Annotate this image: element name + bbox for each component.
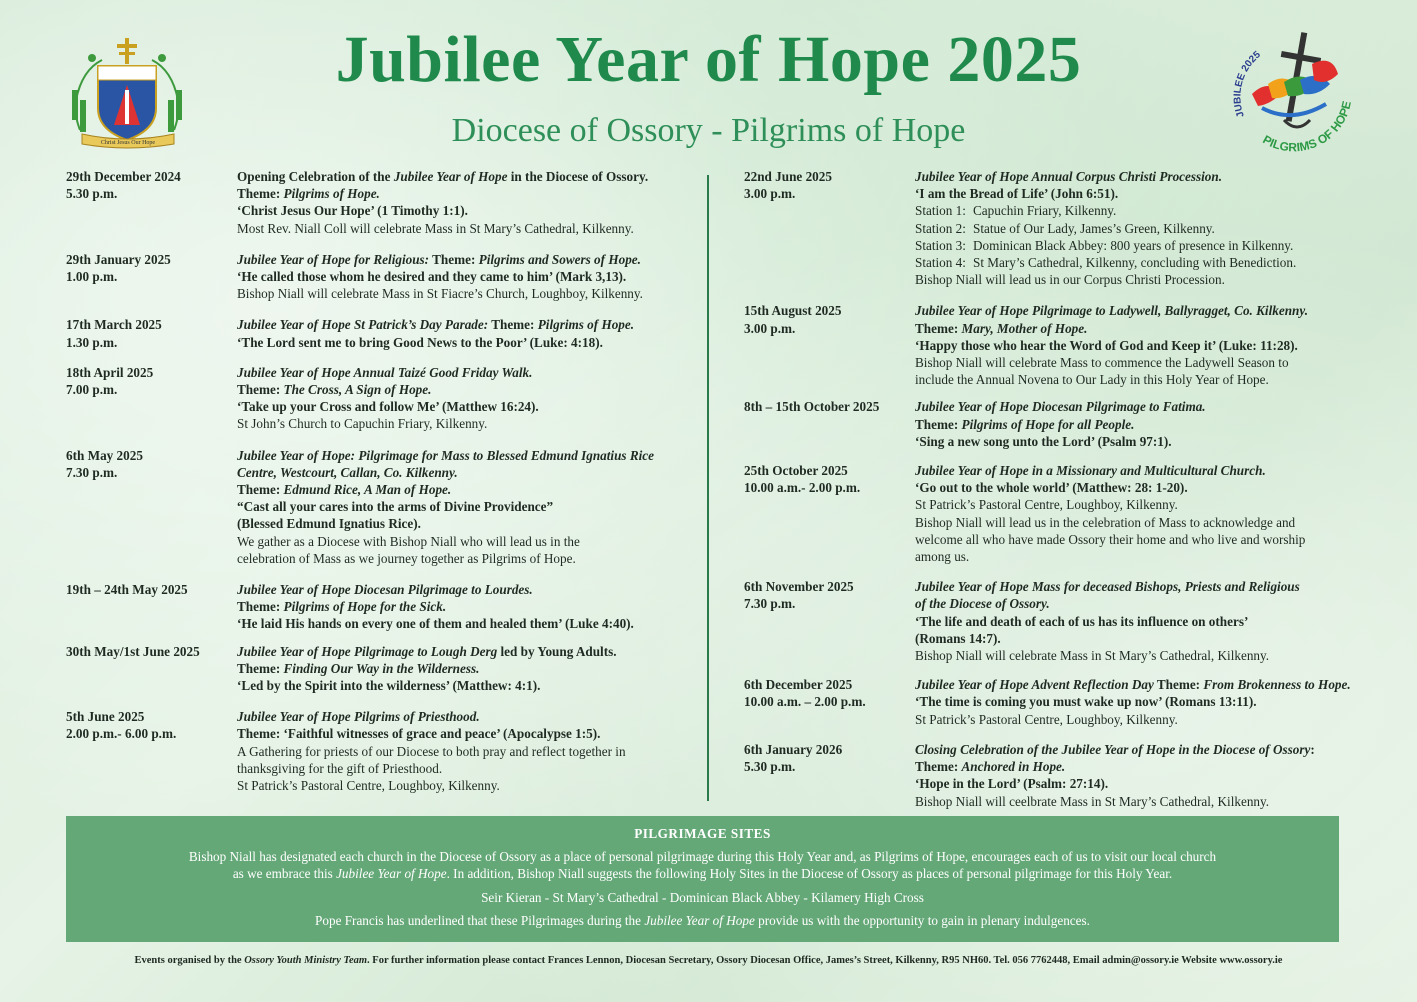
station-text: Dominican Black Abbey: 800 years of presence in Kilkenny.: [973, 237, 1294, 253]
event-title: Opening Celebration of the: [237, 169, 394, 184]
event-quote: ‘He called those whom he desired and they came to him’ (Mark 3,13).: [237, 269, 627, 285]
event-religious: [66, 251, 686, 303]
pilgrimage-sites-banner: [66, 816, 1339, 942]
event-note: A Gathering for priests of our Diocese to both pray and reflect together in: [237, 743, 626, 759]
banner-p2-start: as we embrace this: [232, 866, 337, 881]
event-note-line2: thanksgiving for the gift of Priesthood.: [237, 760, 443, 776]
event-quote: Theme: ‘Faithful witnesses of grace and peace’ (Apocalypse 1:5).: [237, 726, 601, 742]
event-time: 5.30 p.m.: [744, 759, 796, 775]
event-title-end: led by Young Adults.: [497, 643, 617, 659]
event-theme: The Cross, A Sign of Hope.: [283, 382, 432, 398]
event-quote: ‘The time is coming you must wake up now’ (Romans 13:11).: [915, 694, 1257, 710]
event-theme-label: Theme:: [915, 416, 962, 432]
event-title-italic: Jubilee Year of Hope: [393, 169, 508, 184]
event-date: 6th May 2025: [66, 447, 143, 463]
station-label: Station 2:: [915, 220, 966, 236]
event-note-line2: Bishop Niall will lead us in the celebration of Mass to acknowledge and: [915, 514, 1296, 530]
event-note-line2: celebration of Mass as we journey together as Pilgrims of Hope.: [237, 550, 576, 566]
station-label: Station 3:: [915, 237, 966, 253]
event-multicultural: [744, 462, 1384, 565]
banner-paragraph-2: [66, 865, 1339, 883]
event-time: 2.00 p.m.- 6.00 p.m.: [66, 726, 177, 742]
page-title: Jubilee Year of Hope 2025: [335, 23, 1082, 96]
event-note: St Patrick’s Pastoral Centre, Loughboy, Kilkenny.: [915, 497, 1178, 513]
event-note: St Patrick’s Pastoral Centre, Loughboy, Kilkenny.: [915, 711, 1178, 727]
event-date: 5th June 2025: [66, 709, 145, 725]
event-title: Jubilee Year of Hope in a Missionary and Multicultural Church.: [915, 463, 1266, 479]
event-note-line3: St Patrick’s Pastoral Centre, Loughboy, Kilkenny.: [237, 778, 500, 794]
event-time: 10.00 a.m.- 2.00 p.m.: [744, 480, 861, 496]
event-title: Jubilee Year of Hope St Patrick’s Day Parade:: [237, 317, 489, 333]
event-theme-label: Theme:: [915, 759, 962, 775]
event-note: Bishop Niall will celebrate Mass to commence the Ladywell Season to: [915, 355, 1289, 371]
event-corpus-christi: [744, 168, 1384, 288]
event-title: Jubilee Year of Hope for Religious:: [237, 251, 430, 267]
event-quote-line2: (Blessed Edmund Ignatius Rice).: [237, 516, 421, 532]
event-note: St John’s Church to Capuchin Friary, Kilkenny.: [237, 416, 488, 432]
footer-end: . For further information please contact Frances Lennon, Diocesan Secretary, Ossory Diocesan Office, James’s Street, Kilkenny, R95 NH60. Tel. 056 7762448, Email admin@ossory.ie Website www.ossory.ie: [367, 955, 1283, 966]
banner-heading: PILGRIMAGE SITES: [634, 826, 771, 841]
banner-paragraph-3: [66, 912, 1339, 930]
event-date: 29th January 2025: [66, 251, 171, 267]
procession-station: [915, 254, 1384, 271]
station-label: Station 4:: [915, 255, 966, 271]
event-lourdes: [66, 581, 686, 633]
procession-station: [915, 202, 1384, 219]
event-quote: ‘Go out to the whole world’ (Matthew: 28: 1-20).: [915, 480, 1188, 496]
event-theme: Finding Our Way in the Wilderness.: [283, 660, 480, 676]
event-note-line2: include the Annual Novena to Our Lady in this Holy Year of Hope.: [915, 372, 1269, 388]
event-note-line3: welcome all who have made Ossory their home and who live and worship: [915, 531, 1306, 547]
event-lough-derg: [66, 643, 686, 695]
event-quote: ‘Led by the Spirit into the wilderness’ (Matthew: 4:1).: [237, 678, 541, 694]
banner-paragraph-1: Bishop Niall has designated each church in the Diocese of Ossory as a place of personal pilgrimage during this Holy Year and, as Pilgrims of Hope, encourages each of us to visit our local church: [188, 848, 1217, 864]
station-text: Capuchin Friary, Kilkenny.: [973, 203, 1117, 219]
banner-holy-sites: Seir Kieran - St Mary’s Cathedral - Dominican Black Abbey - Kilamery High Cross: [481, 889, 924, 905]
station-text: Statue of Our Lady, James’s Green, Kilkenny.: [973, 220, 1215, 236]
logo-arc-bottom: PILGRIMS OF HOPE: [1260, 99, 1354, 155]
event-quote: ‘I am the Bread of Life’ (John 6:51).: [915, 186, 1119, 202]
banner-p2-end: . In addition, Bishop Niall suggests the following Holy Sites in the Diocese of Ossory as places of personal pilgrimage for this Holy Year.: [446, 866, 1173, 881]
event-time: 3.00 p.m.: [744, 320, 796, 336]
event-date: 29th December 2024: [66, 169, 181, 184]
event-deceased-clergy: [744, 578, 1384, 664]
event-quote: ‘The life and death of each of us has its influence on others’: [915, 613, 1249, 629]
event-note: Most Rev. Niall Coll will celebrate Mass in St Mary’s Cathedral, Kilkenny.: [237, 220, 634, 236]
event-date: 22nd June 2025: [744, 169, 832, 184]
event-theme-label: Theme:: [237, 599, 284, 615]
event-theme: Edmund Rice, A Man of Hope.: [283, 482, 452, 498]
procession-station: [915, 220, 1384, 237]
event-theme-label: Theme:: [1153, 677, 1204, 693]
event-theme-label: Theme:: [237, 660, 284, 676]
event-date: 8th – 15th October 2025: [744, 399, 880, 415]
event-time: 7.00 p.m.: [66, 382, 118, 398]
event-time: 7.30 p.m.: [744, 596, 796, 612]
event-date: 6th November 2025: [744, 579, 854, 595]
page-subtitle: Diocese of Ossory - Pilgrims of Hope: [451, 112, 966, 149]
event-title-end: :: [1310, 741, 1315, 757]
banner-p3-end: provide us with the opportunity to gain in plenary indulgences.: [754, 913, 1090, 928]
event-title: Jubilee Year of Hope Mass for deceased Bishops, Priests and Religious: [915, 579, 1300, 595]
event-time: 7.30 p.m.: [66, 464, 118, 480]
event-date: 15th August 2025: [744, 303, 842, 319]
banner-p3-start: Pope Francis has underlined that these Pilgrimages during the: [315, 913, 645, 928]
procession-station: [915, 237, 1384, 254]
event-note-line4: among us.: [915, 549, 970, 565]
event-opening-celebration: [66, 168, 686, 237]
event-title: Jubilee Year of Hope Diocesan Pilgrimage to Lourdes.: [237, 582, 533, 598]
event-theme: Pilgrims of Hope for all People.: [961, 416, 1135, 432]
event-title: Jubilee Year of Hope Pilgrims of Priesthood.: [237, 709, 480, 725]
event-note: Bishop Niall will ceelbrate Mass in St Mary’s Cathedral, Kilkenny.: [915, 793, 1270, 809]
event-quote: “Cast all your cares into the arms of Divine Providence”: [237, 499, 554, 515]
event-theme: Pilgrims of Hope.: [537, 317, 635, 333]
event-quote: ‘He laid His hands on every one of them and healed them’ (Luke 4:40).: [237, 616, 634, 632]
event-closing-celebration: [744, 741, 1384, 810]
event-note: We gather as a Diocese with Bishop Niall who will lead us in the: [237, 533, 580, 549]
event-theme: Anchored in Hope.: [961, 759, 1066, 775]
event-theme: Pilgrims of Hope for the Sick.: [283, 599, 447, 615]
station-label: Station 1:: [915, 203, 966, 219]
event-theme-label: Theme:: [237, 382, 284, 398]
event-theme: From Brokenness to Hope.: [1203, 677, 1351, 693]
event-date: 6th January 2026: [744, 741, 843, 757]
banner-p2-italic: Jubilee Year of Hope: [336, 866, 447, 881]
event-theme: Pilgrims of Hope.: [283, 186, 380, 202]
crest-motto: Christ Jesus Our Hope: [100, 140, 156, 146]
footer-contact: [0, 955, 1417, 966]
event-taize-walk: [66, 364, 686, 433]
logo-arc-top: JUBILEE 2025: [1232, 49, 1263, 119]
event-date: 17th March 2025: [66, 317, 162, 333]
event-quote: ‘Hope in the Lord’ (Psalm: 27:14).: [915, 776, 1109, 792]
event-title: Jubilee Year of Hope Pilgrimage to Lough Derg: [237, 643, 498, 659]
event-title: Jubilee Year of Hope Advent Reflection Day: [915, 677, 1154, 693]
footer-team: Ossory Youth Ministry Team: [244, 955, 368, 966]
event-theme: Mary, Mother of Hope.: [961, 320, 1088, 336]
event-theme-label: Theme:: [429, 251, 479, 267]
event-time: 5.30 p.m.: [66, 186, 118, 202]
event-quote: ‘Happy those who hear the Word of God and Keep it’ (Luke: 11:28).: [915, 337, 1298, 353]
event-note: Bishop Niall will lead us in our Corpus Christi Procession.: [915, 272, 1225, 288]
event-theme-label: Theme:: [488, 317, 538, 333]
event-advent-reflection: [744, 676, 1384, 728]
event-st-patricks: [66, 316, 686, 350]
event-quote: ‘Sing a new song unto the Lord’ (Psalm 97:1).: [915, 433, 1172, 449]
event-time: 10.00 a.m. – 2.00 p.m.: [744, 694, 866, 710]
event-title-line2: of the Diocese of Ossory.: [915, 596, 1050, 612]
event-quote-line2: (Romans 14:7).: [915, 630, 1001, 646]
event-title: Closing Celebration of the Jubilee Year of Hope in the Diocese of Ossory: [915, 741, 1311, 757]
event-ladywell: [744, 302, 1384, 388]
event-quote: ‘Take up your Cross and follow Me’ (Matthew 16:24).: [237, 399, 539, 415]
event-edmund-rice: [66, 447, 686, 567]
event-title: Jubilee Year of Hope Diocesan Pilgrimage to Fatima.: [915, 399, 1206, 415]
event-title-line2: Centre, Westcourt, Callan, Co. Kilkenny.: [237, 464, 458, 480]
event-theme-label: Theme:: [237, 482, 284, 498]
event-title: Jubilee Year of Hope Annual Corpus Christi Procession.: [915, 169, 1223, 184]
event-date: 19th – 24th May 2025: [66, 582, 188, 598]
events-right-column: [744, 168, 1384, 810]
event-date: 25th October 2025: [744, 463, 848, 479]
event-date: 6th December 2025: [744, 677, 853, 693]
station-text: St Mary’s Cathedral, Kilkenny, concluding with Benediction.: [973, 255, 1297, 271]
banner-p3-italic: Jubilee Year of Hope: [644, 913, 755, 928]
event-theme-label: Theme:: [915, 320, 962, 336]
event-theme-label: Theme:: [237, 186, 284, 202]
event-quote: ‘The Lord sent me to bring Good News to the Poor’ (Luke: 4:18).: [237, 334, 603, 350]
event-title: Jubilee Year of Hope Pilgrimage to Ladywell, Ballyragget, Co. Kilkenny.: [915, 303, 1309, 319]
event-title: Jubilee Year of Hope: Pilgrimage for Mass to Blessed Edmund Ignatius Rice: [237, 447, 655, 463]
footer-start: Events organised by the: [134, 955, 245, 966]
event-time: 3.00 p.m.: [744, 186, 796, 202]
event-priesthood: [66, 708, 686, 794]
event-date: 30th May/1st June 2025: [66, 643, 200, 659]
event-title: Jubilee Year of Hope Annual Taizé Good Friday Walk.: [237, 364, 533, 380]
event-title-end: in the Diocese of Ossory.: [507, 169, 649, 184]
event-date: 18th April 2025: [66, 364, 154, 380]
event-quote: ‘Christ Jesus Our Hope’ (1 Timothy 1:1).: [237, 203, 468, 219]
event-note: Bishop Niall will celebrate Mass in St Mary’s Cathedral, Kilkenny.: [915, 648, 1270, 664]
event-theme: Pilgrims and Sowers of Hope.: [478, 251, 641, 267]
event-fatima: [744, 398, 1384, 450]
event-time: 1.00 p.m.: [66, 269, 118, 285]
events-left-column: [66, 168, 686, 794]
event-note: Bishop Niall will celebrate Mass in St Fiacre’s Church, Loughboy, Kilkenny.: [237, 286, 643, 302]
event-time: 1.30 p.m.: [66, 334, 118, 350]
column-divider: [707, 175, 709, 801]
